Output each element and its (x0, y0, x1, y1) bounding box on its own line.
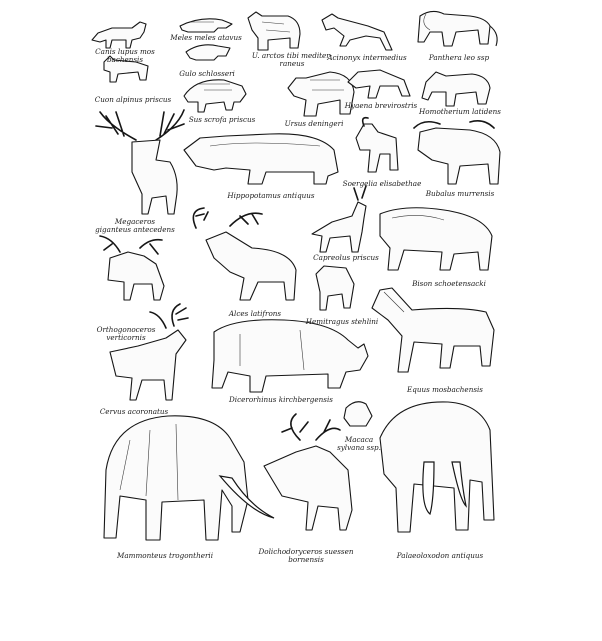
hippopotamus-illustration (184, 134, 338, 184)
label-cuon: Cuon alpinus priscus (94, 95, 172, 104)
brown-bear-illustration (248, 12, 300, 50)
label-homotherium: Homotherium latidens (419, 107, 501, 116)
label-dicerorhinus: Dicerorhinus kirchbergensis (229, 395, 333, 404)
bubalus-illustration (414, 121, 500, 184)
label-hippopotamus: Hippopotamus antiquus (227, 191, 315, 200)
hemitragus-illustration (316, 266, 354, 310)
macaca-illustration (344, 402, 372, 426)
megaceros-illustration (96, 110, 184, 214)
mammoth-illustration (104, 416, 274, 540)
label-mammonteus: Mammonteus trogontherii (117, 551, 213, 560)
label-alces: Alces latifrons (228, 309, 282, 318)
lion-illustration (418, 11, 497, 46)
label-ursus-arctos: U. arctos tibi mediter- raneus (251, 51, 333, 68)
label-capreolus: Capreolus priscus (313, 253, 379, 262)
label-dolichodoryceros: Dolichodoryceros suessen bornensis (258, 547, 354, 564)
label-bubalus: Bubalus murrensis (425, 189, 495, 198)
label-palaeoloxodon: Palaeoloxodon antiquus (396, 551, 484, 560)
label-orthogonoceros: Orthogonoceros verticornis (96, 325, 156, 342)
label-bison: Bison schoetensacki (412, 279, 486, 288)
label-gulo: Gulo schlosseri (179, 69, 235, 78)
soergelia-illustration (356, 118, 398, 172)
label-meles: Meles meles atavus (170, 33, 242, 42)
wolverine-illustration (186, 45, 230, 60)
label-cervus: Cervus acoronatus (99, 407, 169, 416)
bison-illustration (380, 208, 492, 270)
label-equus: Equus mosbachensis (406, 385, 483, 394)
dicerorhinus-illustration (212, 320, 368, 392)
wild-boar-illustration (184, 80, 246, 112)
label-canis-lupus: Canis lupus mos bachensis (95, 47, 155, 64)
equus-illustration (372, 288, 494, 372)
cervus-illustration (110, 304, 188, 400)
palaeoloxodon-illustration (380, 402, 494, 532)
label-macaca: Macaca sylvana ssp. (337, 435, 381, 452)
label-soergelia: Soergelia elisabethae (342, 179, 422, 188)
wolf-illustration (92, 22, 146, 48)
orthogonoceros-illustration (100, 236, 164, 300)
label-hyaena: Hyaena brevirostris (344, 101, 418, 110)
alces-illustration (193, 208, 296, 300)
label-sus: Sus scrofa priscus (188, 115, 256, 124)
label-megaceros: Megaceros giganteus antecedens (95, 217, 175, 234)
dolichodoryceros-illustration (264, 414, 352, 530)
homotherium-illustration (422, 72, 490, 106)
label-ursus-deningeri: Ursus deningeri (284, 119, 344, 128)
label-acinonyx: Acinonyx intermedius (327, 53, 407, 62)
capreolus-illustration (312, 186, 366, 252)
label-hemitragus: Hemitragus stehlini (305, 317, 379, 326)
acinonyx-illustration (322, 14, 392, 50)
hyaena-illustration (348, 70, 410, 98)
label-panthera: Panthera leo ssp (428, 53, 490, 62)
badger-illustration (180, 19, 232, 32)
